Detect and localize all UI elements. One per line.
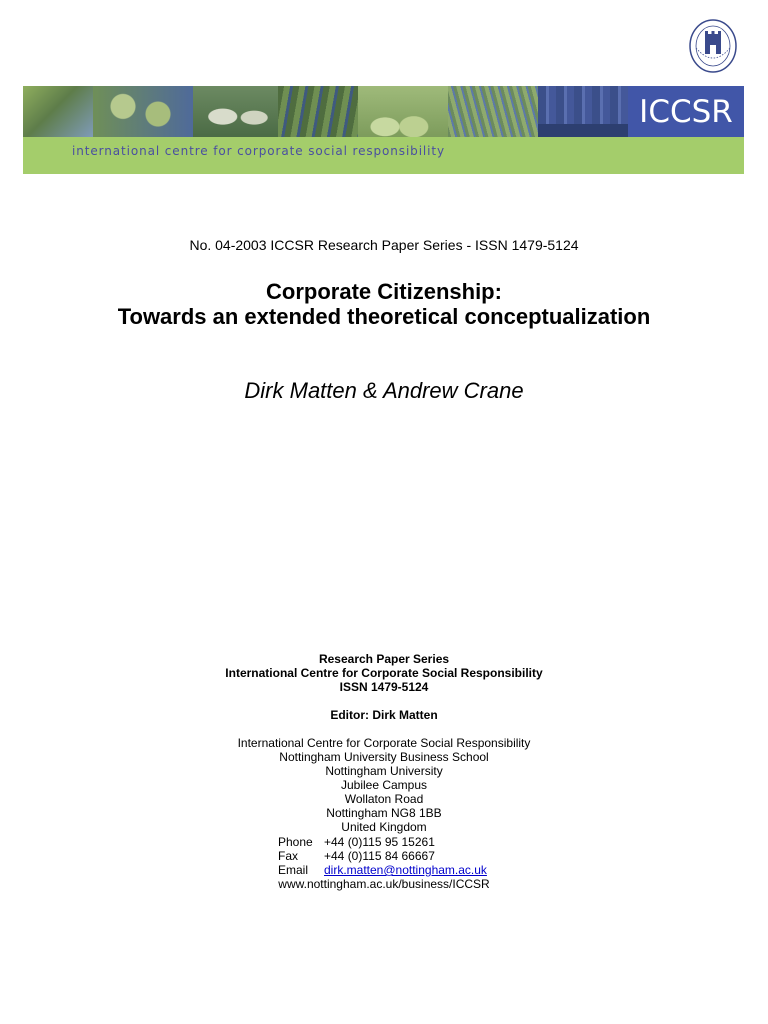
email-link[interactable]: dirk.matten@nottingham.ac.uk xyxy=(324,863,487,877)
address-line: Wollaton Road xyxy=(344,792,424,806)
title-line-1: Corporate Citizenship: xyxy=(266,279,502,304)
banner-image-strip xyxy=(23,86,744,137)
series-number: No. 04-2003 ICCSR Research Paper Series - ISSN 1479-5124 xyxy=(189,237,579,253)
power-station-image xyxy=(358,86,448,137)
issn: ISSN 1479-5124 xyxy=(339,680,429,694)
address-line: Nottingham NG8 1BB xyxy=(326,806,442,820)
landscape-image xyxy=(23,86,93,137)
iccsr-logo: ICCSR xyxy=(628,86,744,137)
website-url: www.nottingham.ac.uk/business/ICCSR xyxy=(278,877,490,891)
banner-tagline: international centre for corporate social responsibility xyxy=(72,144,445,158)
title-line-2: Towards an extended theoretical conceptualization xyxy=(117,304,651,329)
address-line: United Kingdom xyxy=(341,820,427,834)
forest-image xyxy=(278,86,358,137)
phone-label: Phone xyxy=(278,835,313,849)
city-skyline-image xyxy=(538,86,628,137)
fax-label: Fax xyxy=(278,849,299,863)
phone-number: +44 (0)115 95 15261 xyxy=(324,835,435,849)
phone-row xyxy=(278,835,487,849)
fax-number: +44 (0)115 84 66667 xyxy=(324,849,435,863)
iccsr-banner xyxy=(23,86,744,174)
centre-name: International Centre for Corporate Social Responsibility xyxy=(225,666,543,680)
cows-image xyxy=(193,86,278,137)
contact-block xyxy=(278,835,487,877)
university-crest-icon xyxy=(688,18,738,74)
email-row xyxy=(278,863,487,877)
address-line: Jubilee Campus xyxy=(340,778,428,792)
wheat-image xyxy=(448,86,538,137)
paper-title xyxy=(0,279,768,329)
series-info xyxy=(0,652,768,834)
fax-row xyxy=(278,849,487,863)
address-line: Nottingham University Business School xyxy=(279,750,489,764)
series-label: Research Paper Series xyxy=(318,652,450,666)
address-line: Nottingham University xyxy=(325,764,443,778)
eggs-image xyxy=(93,86,193,137)
email-label: Email xyxy=(278,863,309,877)
authors: Dirk Matten & Andrew Crane xyxy=(244,378,524,403)
editor: Editor: Dirk Matten xyxy=(330,708,438,722)
address-line: International Centre for Corporate Social Responsibility xyxy=(237,736,531,750)
